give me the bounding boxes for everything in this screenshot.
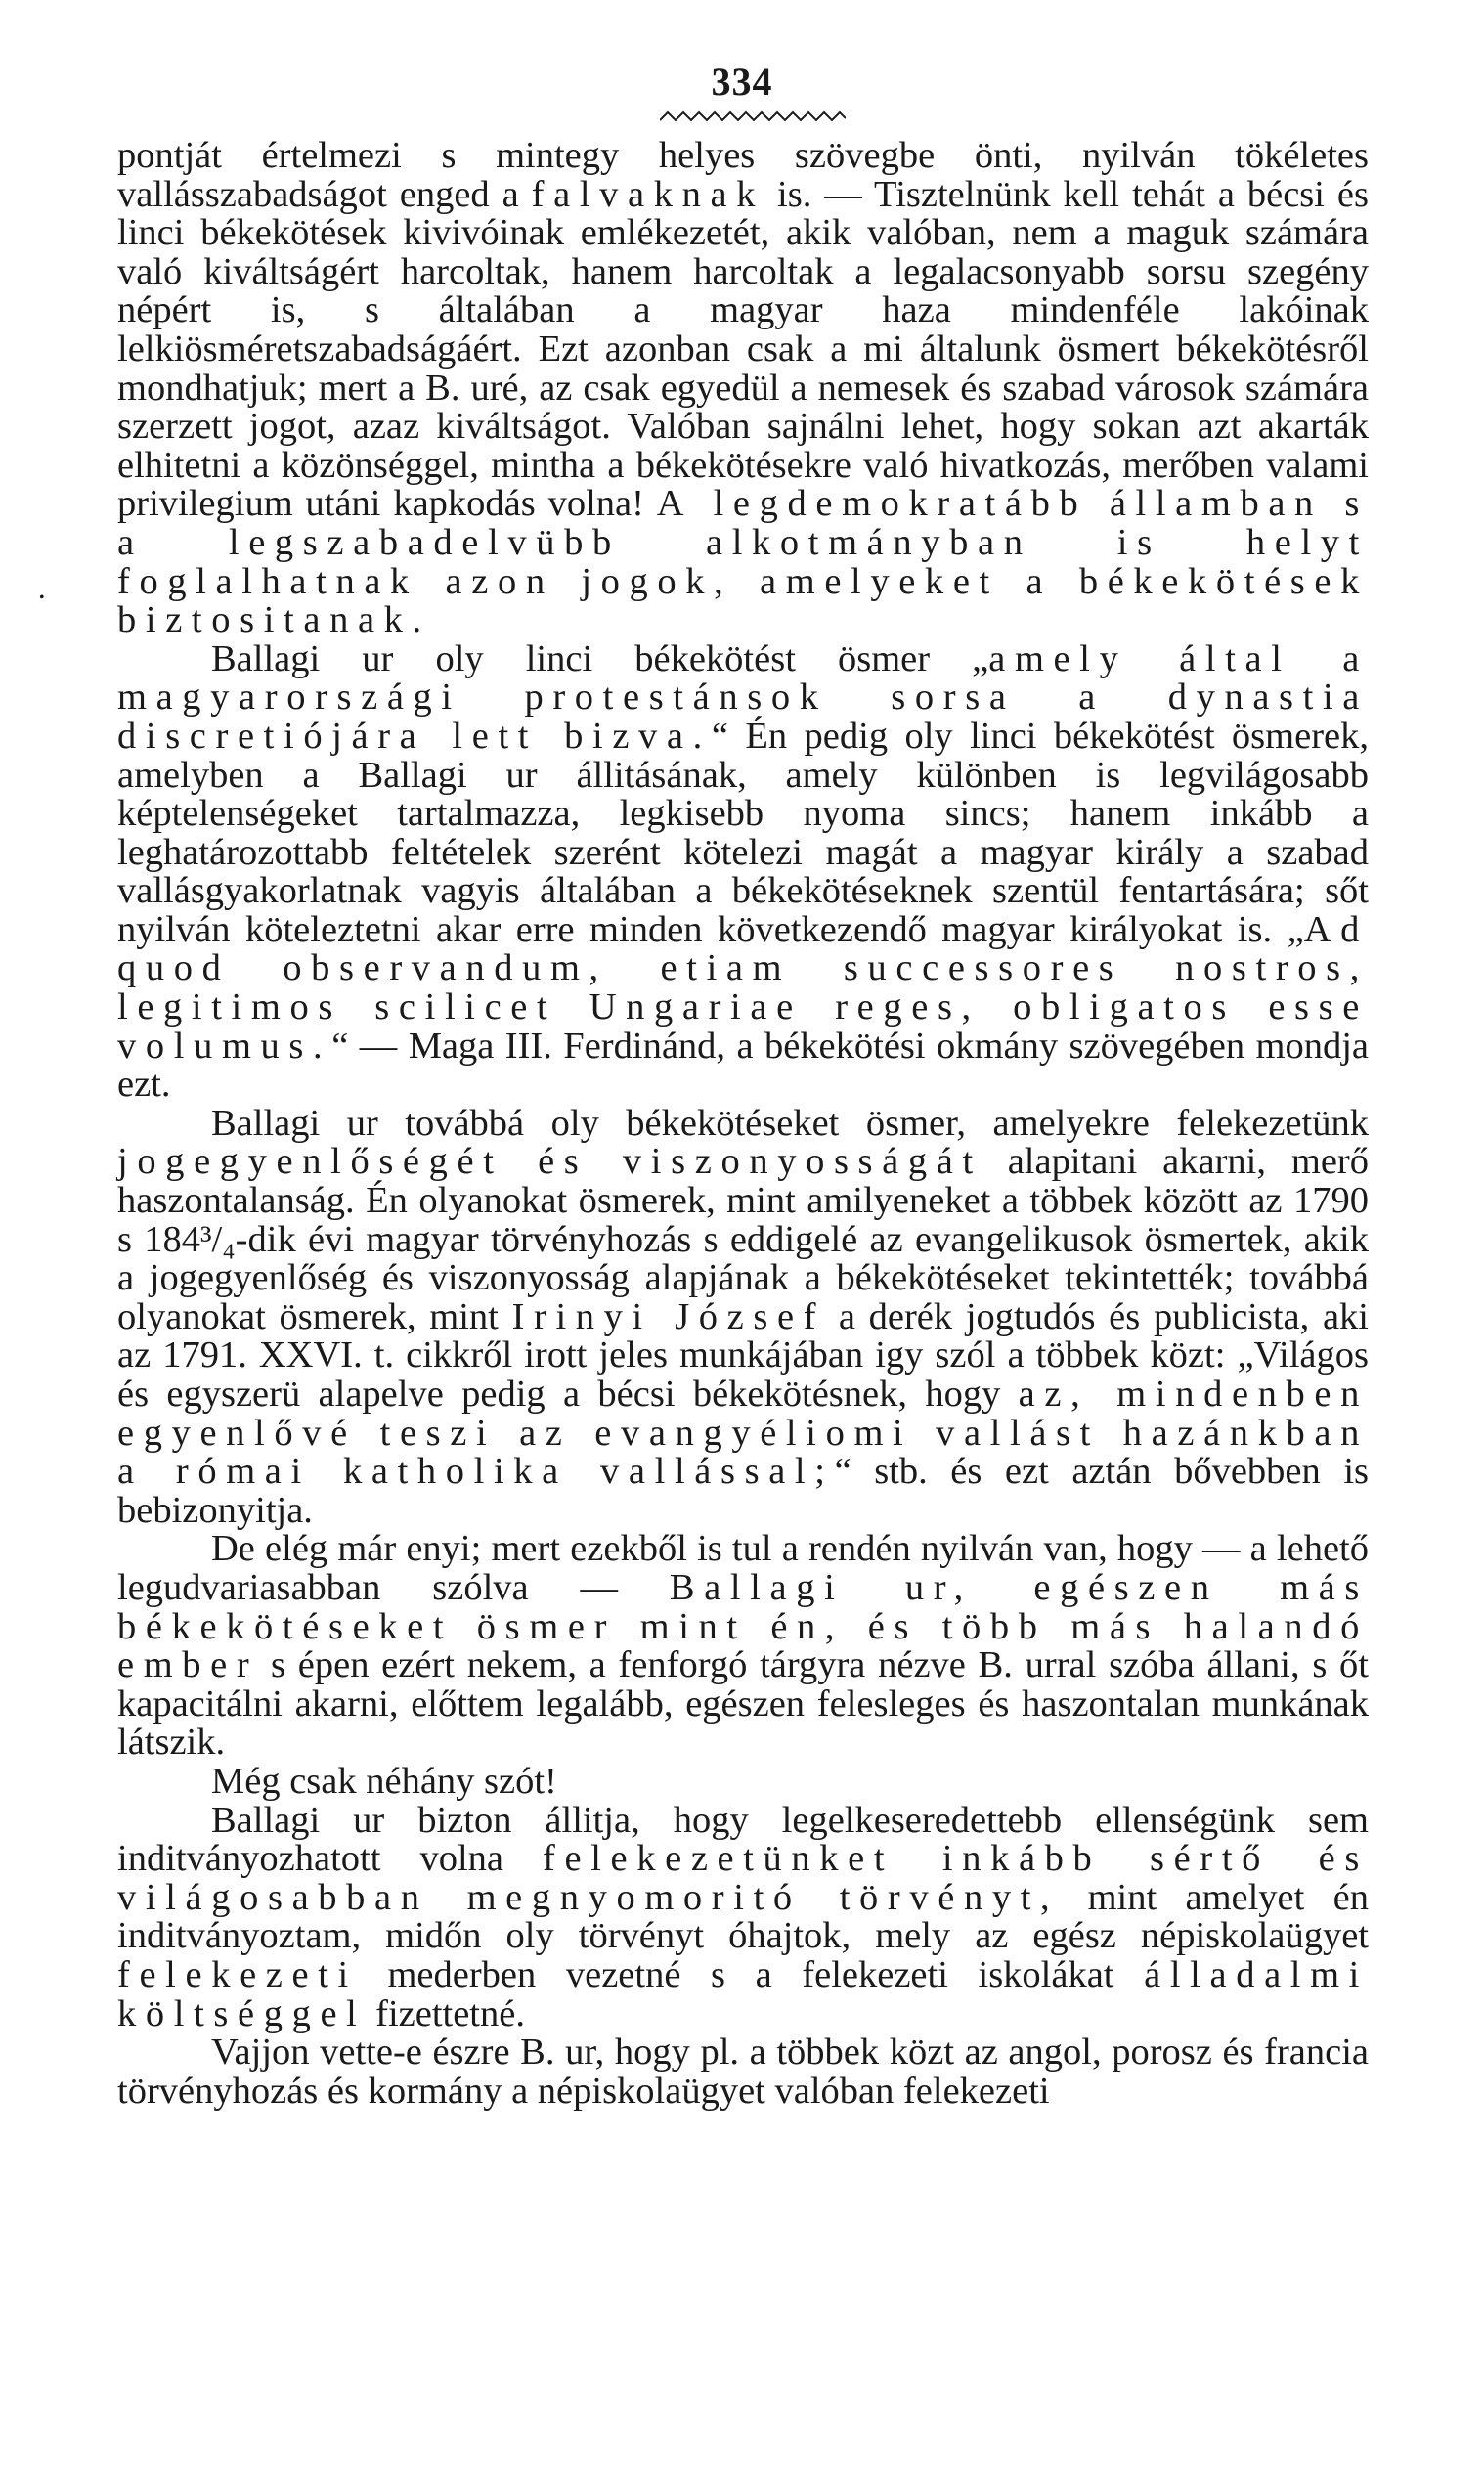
text-run: “ stb. és ezt aztán bővebben is bebizonyitja.	[117, 1451, 1369, 1531]
spaced-emphasis-text: amely által a magyarországi protestánsok sorsa a dynastia discretiójára lett bizva.	[117, 637, 1369, 757]
text-run: De elég már enyi; mert ezekből is tul a rendén nyilván van, hogy — a lehető legudvariasabban szólva —	[117, 1528, 1369, 1608]
text-run: Ballagi ur oly linci békekötést ösmer „	[211, 637, 989, 679]
paragraph	[117, 1102, 1370, 1531]
text-run: “ — Maga III. Ferdinánd, a békekötési okmány szövegében mondja ezt.	[117, 1025, 1369, 1106]
paragraph	[117, 1530, 1369, 1763]
page-number: 334	[711, 60, 773, 104]
text-run: fizettetné.	[366, 1992, 525, 2034]
text-run: Még csak néhány szót!	[211, 1760, 557, 1802]
text-run: alapitani akarni, merő haszontalanság. Én olyanokat ösmerek, mint amilyeneket a többek között az 1790 s 184³/₄-dik évi magyar törvényhozás s eddigelé az evangelikusok ösmertek, akik a jogegyenlőség és viszonyosság alapjának a békekötéseket tekintették; továbbá olyanokat ösmerek, mint	[117, 1141, 1369, 1337]
spaced-emphasis-text: felekezeti	[117, 1953, 358, 1995]
text-run: “ Én pedig oly linci békekötést ösmerek, amelyben a Ballagi ur állitásának, amely különben is legvilágosabb képtelenségeket tartalmazza, legkisebb nyoma sincs; hanem inkább a leghatározottabb feltételek szerént kötelezi magát a magyar király a szabad vallásgyakorlatnak vagyis általában a békekötéseknek szentül fentartására; sőt nyilván köteleztetni akar erre minden következendő magyar királyokat is. „	[117, 715, 1369, 950]
text-run: is. — Tisztelnünk kell tehát a bécsi és linci békekötések kivivóinak emlékezetét, akik valóban, nem a maguk számára való kiváltságért harcoltak, hanem harcoltak a legalacsonyabb sorsu szegény népért is, s általában a magyar haza mindenféle lakóinak lelkiösméretszabadságáért. Ezt azonban csak a mi általunk ösmert békekötésről mondhatjuk; mert a B. uré, az csak egyedül a nemesek és szabad városok számára szerzett jogot, azaz kiváltságot. Valóban sajnálni lehet, hogy sokan azt akarták elhitetni a közönséggel, mintha a békekötésekre való hivatkozás, merőben valami privilegium utáni kapkodás volna!	[117, 173, 1369, 525]
spaced-emphasis-text: az, mindenben egyenlővé teszi az evangyéliomi vallást hazánkban a római katholika vallással;	[117, 1374, 1369, 1493]
paragraph	[117, 2033, 1369, 2111]
spaced-emphasis-text: Irinyi József	[511, 1295, 826, 1337]
spaced-emphasis-text: Ad quod observandum, etiam successores nostros, legitimos scilicet Ungariae reges, obligatos esse volumus.	[117, 908, 1369, 1067]
text-run: pontját értelmezi s mintegy helyes szövegbe önti, nyilván tökéletes vallásszabadságot enged a	[117, 135, 1369, 215]
spaced-emphasis-text: jogegyenlőségét és viszonyosságát	[117, 1141, 982, 1183]
spaced-emphasis-text: álladalmi költséggel	[117, 1953, 1369, 2034]
text-run: mint amelyet én inditványoztam, midőn oly törvényt óhajtok, mely az egész népiskolaügyet	[117, 1876, 1369, 1957]
text-run: Ballagi ur továbbá oly békekötéseket ösmer, amelyekre felekezetünk	[211, 1102, 1369, 1144]
paragraph	[117, 637, 1369, 1106]
text-run: s épen ezért nekem, a fenforgó tárgyra nézve B. urral szóba állani, s őt kapacitálni akarni, előttem legalább, egészen felesleges és haszontalan munkának látszik.	[117, 1644, 1369, 1764]
margin-mark: •	[39, 590, 45, 606]
text-run: Vajjon vette-e észre B. ur, hogy pl. a többek közt az angol, porosz és francia törvényhozás és kormány a népiskolaügyet valóban felekezeti	[117, 2031, 1369, 2112]
text-run: mederben vezetné s a felekezeti iskolákat	[357, 1953, 1145, 1995]
text-run: Ballagi ur bizton állitja, hogy legelkeseredettebb ellenségünk sem inditványozhatott volna	[117, 1799, 1369, 1880]
spaced-emphasis-text: A legdemokratább államban s a legszabadelvübb alkotmányban is helyt foglalhatnak azon jogok, amelyeket a békekötések biztositanak.	[117, 483, 1370, 641]
paragraph	[117, 1760, 1369, 1802]
text-body	[117, 137, 1369, 2111]
spaced-emphasis-text: Ballagi ur, egészen más békekötéseket ösmer mint én, és több más halandó ember	[117, 1566, 1370, 1686]
paragraph	[117, 137, 1369, 640]
spaced-emphasis-text: falvaknak	[531, 173, 765, 215]
text-run: a derék jogtudós és publicista, aki az 1791. XXVI. t. cikkről irott jeles munkájában igy szól a többek közt: „Világos és egyszerü alapelve pedig a bécsi békekötésnek, hogy	[117, 1295, 1370, 1415]
wavy-rule-ornament	[660, 109, 846, 123]
spaced-emphasis-text: felekezetünket inkább sértő és világosabban megnyomoritó törvényt,	[117, 1838, 1369, 1918]
paragraph	[117, 1799, 1369, 2034]
